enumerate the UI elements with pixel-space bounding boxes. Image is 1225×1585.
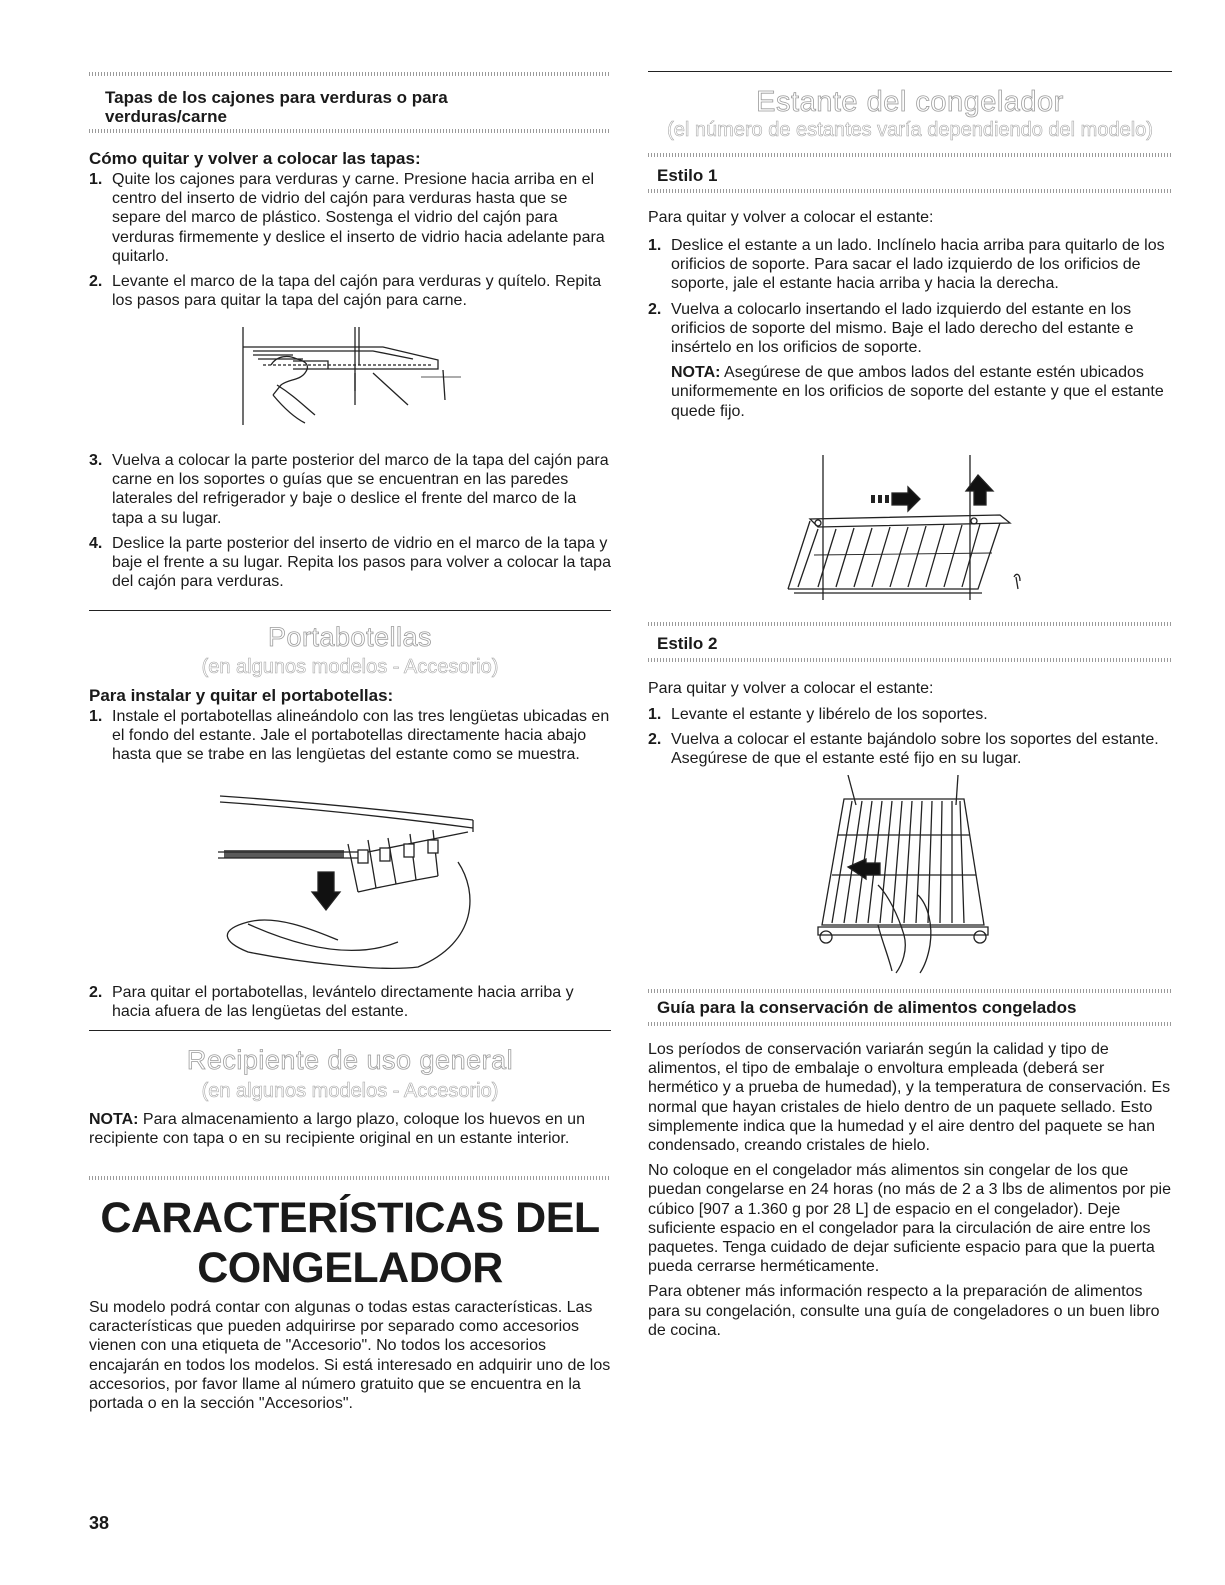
crisper-lid-illustration (233, 325, 473, 435)
step-number: 2. (648, 300, 662, 318)
step-number: 1. (648, 706, 662, 723)
general-bin-note (89, 1110, 611, 1148)
step-text: Vuelva a colocar el estante bajándolo sobre los soportes del estante. Asegúrese de que el estante esté fijo en su lugar. (671, 731, 1159, 768)
section-rule (89, 610, 611, 611)
lids-steps-list-a (89, 170, 611, 316)
paragraph: Los períodos de conservación variarán según la calidad y tipo de alimentos, el tipo de embalaje o envoltura empleada (deberá ser hermético y a prueba de humedad), y la temperatura de conservación. Es normal que hayan cristales de hielo dentro de un paquete sellado. Esto simplemente indica que la humedad y el aire dentro del paquete se han condensado, creando cristales de hielo. (648, 1041, 1171, 1155)
note-label: NOTA: (671, 364, 721, 382)
title-line: CONGELADOR (197, 1244, 503, 1292)
freezer-shelf-title: Estante del congelador (756, 86, 1064, 118)
list-item (648, 730, 1172, 768)
section-rule (648, 71, 1172, 72)
hatch-divider (648, 658, 1172, 662)
list-item (89, 534, 611, 592)
hatch-divider (648, 622, 1172, 626)
section-rule (89, 1030, 611, 1031)
hatch-divider (89, 129, 611, 133)
step-text: Quite los cajones para verduras y carne. Presione hacia arriba en el centro del inserto de vidrio del cajón para verduras hasta que se separe del marco de plástico. Sostenga el vidrio del cajón para verduras firmemente y deslice el inserto de vidrio hacia adelante para quitarlo. (112, 171, 605, 265)
freezer-features-title (89, 1193, 611, 1293)
step-number: 3. (89, 452, 103, 469)
bottle-rack-subheading: Para instalar y quitar el portabotellas: (89, 686, 394, 705)
step-text: Deslice el estante a un lado. Inclínelo hacia arriba para quitarlo de los orificios de soporte. Para sacar el lado izquierdo de los orificios de soporte, jale el estante hacia arriba y hacia la derecha. (671, 237, 1165, 293)
list-item (648, 705, 1172, 724)
title-line: CARACTERÍSTICAS DEL (100, 1194, 600, 1242)
list-item (89, 451, 611, 528)
bottle-rack-subtitle: (en algunos modelos - Accesorio) (201, 656, 499, 678)
guide-body (648, 1040, 1172, 1340)
lids-heading: Tapas de los cajones para verduras o para verduras/carne (105, 88, 448, 126)
step-number: 1. (648, 237, 662, 254)
step-number: 2. (89, 984, 103, 1001)
step-text: Levante el marco de la tapa del cajón para verduras y quítelo. Repita los pasos para quitar la tapa del cajón para carne. (112, 273, 602, 310)
style2-heading: Estilo 2 (657, 634, 718, 653)
bottle-rack-title: Portabotellas (267, 622, 433, 652)
step-number: 1. (89, 708, 103, 725)
hatch-divider (648, 153, 1172, 157)
note-label: NOTA: (89, 1111, 139, 1128)
list-item (89, 983, 611, 1021)
general-bin-subtitle: (en algunos modelos - Accesorio) (201, 1080, 499, 1102)
list-item (89, 170, 611, 266)
list-item (648, 300, 1172, 421)
list-item (89, 272, 611, 310)
bottle-steps-list-b (89, 983, 611, 1027)
hatch-divider (89, 72, 611, 76)
style2-steps-list (648, 705, 1172, 775)
paragraph: Para obtener más información respecto a la preparación de alimentos para su congelación, consulte una guía de congeladores o un buen libro de cocina. (648, 1283, 1160, 1339)
style1-steps-list (648, 236, 1172, 427)
step-text: Levante el estante y libérelo de los soportes. (671, 706, 988, 723)
list-item (89, 707, 611, 765)
step-number: 2. (648, 731, 662, 749)
hatch-divider (648, 189, 1172, 193)
hatch-divider (89, 1176, 611, 1180)
freezer-shelf-subtitle: (el número de estantes varía dependiendo del modelo) (667, 119, 1153, 141)
step-number: 4. (89, 534, 103, 552)
step-number: 2. (89, 273, 103, 291)
general-bin-title: Recipiente de uso general (186, 1045, 514, 1075)
style1-intro: Para quitar y volver a colocar el estante: (648, 209, 934, 226)
page-number: 38 (89, 1513, 110, 1533)
step-text: Deslice la parte posterior del inserto de vidrio en el marco de la tapa y baje el frente a su lugar. Repita los pasos para volver a colocar la tapa del cajón para verduras. (112, 534, 611, 591)
step-text: Instale el portabotellas alineándolo con las tres lengüetas ubicadas en el fondo del estante. Jale el portabotellas directamente hacia abajo hasta que se trabe en las lengüetas del estante como se muestra. (112, 708, 610, 764)
style1-heading: Estilo 1 (657, 166, 718, 185)
step-text: Vuelva a colocarlo insertando el lado izquierdo del estante en los orificios de soporte del mismo. Baje el lado derecho del estante e insértelo en los orificios de soporte. (671, 300, 1134, 357)
style2-intro: Para quitar y volver a colocar el estante: (648, 680, 934, 697)
step-text: Para quitar el portabotellas, levántelo directamente hacia arriba y hacia afuera de las lengüetas del estante. (112, 984, 574, 1021)
lids-subheading: Cómo quitar y volver a colocar las tapas: (89, 149, 421, 168)
paragraph: No coloque en el congelador más alimentos sin congelar de los que puedan congelarse en 24 horas (no más de 2 a 3 lbs de alimentos por pie cúbico [907 a 1.360 g por 28 L] de espacio en el congelador). Deje suficiente espacio en el congelador para la circulación de aire entre los paquetes. Tenga cuidado de dejar suficiente espacio para que la puerta pueda cerrarse herméticamente. (648, 1162, 1172, 1276)
guide-heading: Guía para la conservación de alimentos congelados (657, 998, 1077, 1017)
bottle-steps-list-a (89, 707, 611, 771)
style1-note (671, 363, 1172, 421)
note-text: Asegúrese de que ambos lados del estante estén ubicados uniformemente en los orificios de soporte del estante y que el estante quede fijo. (671, 364, 1164, 420)
step-number: 1. (89, 171, 103, 188)
note-text: Para almacenamiento a largo plazo, coloque los huevos en un recipiente con tapa o en su recipiente original en un estante interior. (89, 1111, 585, 1148)
bottle-rack-illustration (218, 792, 478, 977)
freezer-intro: Su modelo podrá contar con algunas o todas estas características. Las características que pueden adquirirse por separado como accesorios vienen con una etiqueta de "Accesorio". No todos los accesorios encajarán en todos los modelos. Si está interesado en adquirir uno de los accesorios, por favor llame al número gratuito que se encuentra en la portada o en la sección "Accesorios". (89, 1299, 611, 1413)
step-text: Vuelva a colocar la parte posterior del marco de la tapa del cajón para carne en los soportes o guías que se encuentran en las paredes laterales del refrigerador y baje o deslice el frente del marco de la tapa a su lugar. (112, 452, 609, 527)
hatch-divider (648, 989, 1172, 993)
list-item (648, 236, 1172, 294)
hatch-divider (648, 1022, 1172, 1026)
lids-steps-list-b (89, 451, 611, 597)
style2-shelf-illustration (808, 775, 998, 975)
style1-shelf-illustration (778, 455, 1028, 605)
